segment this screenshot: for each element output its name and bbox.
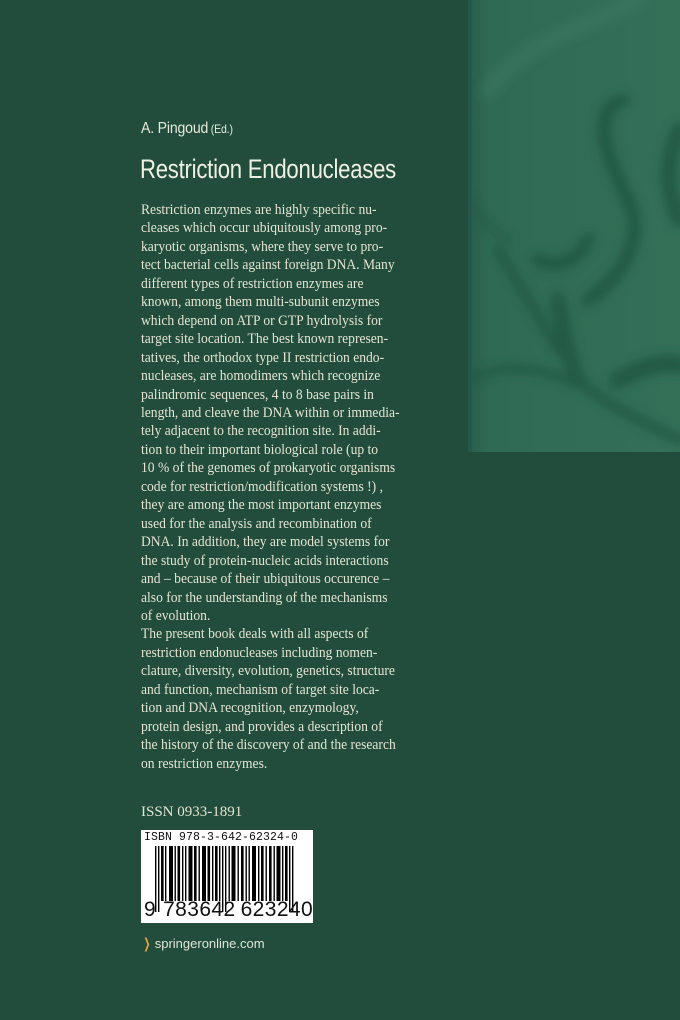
chevron-right-icon: ❯ xyxy=(143,935,151,951)
editor-role: (Ed.) xyxy=(210,122,233,136)
description-line: restriction endonucleases including nomen- xyxy=(141,644,378,661)
description-line: DNA. In addition, they are model systems for xyxy=(141,534,390,551)
book-title: Restriction Endonucleases xyxy=(140,154,396,184)
description-line: the study of protein-nucleic acids interactions xyxy=(141,552,389,569)
description-line: of evolution. xyxy=(141,607,211,624)
author-line xyxy=(141,120,233,138)
description-line: and – because of their ubiquitous occurence – xyxy=(141,571,390,588)
ean-right-group: 623240 xyxy=(240,898,314,921)
description-line: cleases which occur ubiquitously among pro- xyxy=(141,220,388,237)
description-line: also for the understanding of the mechanisms xyxy=(141,589,388,606)
molecule-illustration xyxy=(468,0,680,452)
isbn-barcode xyxy=(141,830,313,923)
publisher-website[interactable] xyxy=(141,935,265,952)
description-line: nucleases, are homodimers which recognize xyxy=(141,368,381,385)
ean-digits xyxy=(144,898,313,922)
description-line: used for the analysis and recombination of xyxy=(141,515,372,532)
description-line: Restriction enzymes are highly specific nu- xyxy=(141,202,377,218)
description-line: the history of the discovery of and the research xyxy=(141,737,396,754)
description-line: tion to their important biological role (up to xyxy=(141,441,379,458)
description-line: on restriction enzymes. xyxy=(141,755,268,772)
issn-number: ISSN 0933-1891 xyxy=(141,804,243,820)
description-line: which depend on ATP or GTP hydrolysis for xyxy=(141,312,383,329)
isbn-label: ISBN 978-3-642-62324-0 xyxy=(144,831,299,844)
website-label[interactable]: springeronline.com xyxy=(154,936,265,951)
cover-art-panel xyxy=(468,0,680,452)
description-line: length, and cleave the DNA within or immedia- xyxy=(141,404,400,421)
description-line: The present book deals with all aspects of xyxy=(141,626,369,643)
description-line: protein design, and provides a description of xyxy=(141,718,383,735)
description-line: clature, diversity, evolution, genetics, structure xyxy=(141,663,395,680)
author-name: A. Pingoud xyxy=(141,120,209,137)
description-line: and function, mechanism of target site loca- xyxy=(141,681,380,698)
ean-first-digit: 9 xyxy=(144,898,157,921)
description-line: karyotic organisms, where they serve to pro- xyxy=(141,238,384,255)
description-line: palindromic sequences, 4 to 8 base pairs in xyxy=(141,386,374,403)
description-line: tely adjacent to the recognition site. In addi- xyxy=(141,423,381,440)
description-line: they are among the most important enzymes xyxy=(141,497,382,514)
description-line: tion and DNA recognition, enzymology, xyxy=(141,700,359,717)
description-line: code for restriction/modification systems !) , xyxy=(141,478,383,495)
description-line: target site location. The best known represen- xyxy=(141,331,389,348)
book-description xyxy=(141,201,471,773)
description-line: 10 % of the genomes of prokaryotic organisms xyxy=(141,460,396,477)
description-line: tect bacterial cells against foreign DNA. Many xyxy=(141,257,395,274)
description-line: tatives, the orthodox type II restriction endo- xyxy=(141,349,385,366)
description-line: different types of restriction enzymes are xyxy=(141,275,364,292)
description-line: known, among them multi-subunit enzymes xyxy=(141,294,380,311)
ean-left-group: 783642 xyxy=(163,898,236,921)
